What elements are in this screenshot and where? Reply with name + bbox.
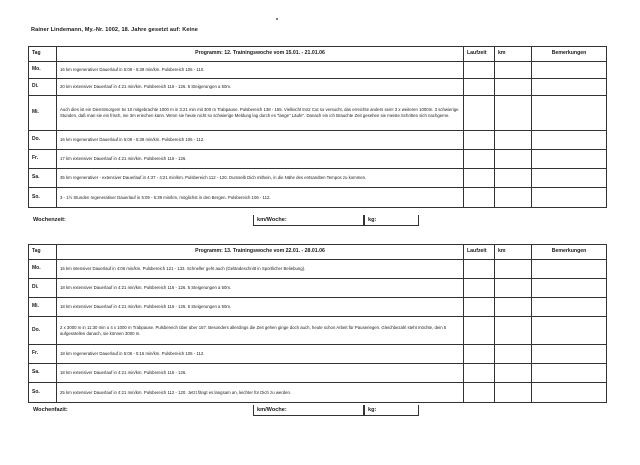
remarks-cell[interactable] [532,96,606,130]
table-row [29,150,606,169]
table-row [29,96,606,131]
laufzeit-cell[interactable] [464,131,495,149]
day-description: 25 km extensiver Dauerlauf in 4:21 min/km. Pulsbereich 112 - 120. Jetzt fängt es langsam an, leichter für Dich zu werden. [60,389,292,395]
km-cell[interactable] [495,383,532,402]
day-description: 18 km extensiver Dauerlauf in 4:21 min/km. Pulsbereich 116 - 126. 5 Steigerungen a 50m. [60,304,232,310]
week-2-summary [28,405,607,417]
table-row [29,188,606,207]
day-label: Do. [29,131,57,149]
km-cell[interactable] [495,96,532,130]
week-table-2 [28,244,607,403]
day-label: Mo. [29,62,57,78]
remarks-cell[interactable] [532,169,606,187]
remarks-cell[interactable] [532,383,606,402]
day-description: 18 km regenerativer Dauerlauf in 5:06 - 5:16 min/km. Pulsbereich 105 - 112. [60,351,205,357]
day-label: So. [29,383,57,402]
remarks-cell[interactable] [532,260,606,278]
col-day-header: Tag [29,47,57,61]
col-km-header: km [495,245,532,259]
remarks-cell[interactable] [532,79,606,95]
table-row [29,260,606,279]
km-cell[interactable] [495,188,532,207]
day-description: 15 km intensiver Dauerlauf in 4:06 min/km. Pulsbereich 121 - 133. Schneller geht auch (Geländeschnitt in Sportlicher Beliebung). [60,266,306,272]
day-label: Di. [29,279,57,297]
col-laufzeit-header: Laufzeit [464,245,495,259]
col-remarks-header: Bemerkungen [551,50,587,57]
remarks-cell[interactable] [532,345,606,363]
week-table-1 [28,46,607,208]
laufzeit-cell[interactable] [464,169,495,187]
day-description: 16 km regenerativer Dauerlauf in 5:09 - 5:39 min/km. Pulsbereich 106 - 112. [60,137,205,143]
laufzeit-cell[interactable] [464,317,495,344]
week-2-header-row [29,245,606,260]
remarks-cell[interactable] [532,317,606,344]
km-cell[interactable] [495,260,532,278]
remarks-cell[interactable] [532,150,606,168]
km-cell[interactable] [495,345,532,363]
day-description: 18 km extensiver Dauerlauf in 4:21 min/km. Pulsbereich 116 - 126. 5 Steigerungen a 50m. [60,285,232,291]
day-label: Mi. [29,96,57,130]
col-km-header: km [495,47,532,61]
week-1-kg-label: kg: [368,217,377,223]
laufzeit-cell[interactable] [464,298,495,316]
day-label: Sa. [29,364,57,382]
laufzeit-cell[interactable] [464,79,495,95]
day-label: Mi. [29,298,57,316]
table-row [29,345,606,364]
day-label: Di. [29,79,57,95]
col-laufzeit-header: Laufzeit [464,47,495,61]
laufzeit-cell[interactable] [464,96,495,130]
laufzeit-cell[interactable] [464,260,495,278]
laufzeit-cell[interactable] [464,188,495,207]
week-1-summary-label: Wochenzeit: [33,217,66,223]
week-2-summary-label: Wochenfazit: [33,407,68,413]
day-description: 3 - 1½ Stunden regenerativer Dauerlauf in 5:09 - 5:39 min/km, möglichst in den Bergen. Pulsbereich 106 - 112. [60,194,271,200]
table-row [29,62,606,79]
km-cell[interactable] [495,79,532,95]
km-cell[interactable] [495,364,532,382]
week-2-kg-label: kg: [368,407,377,413]
remarks-cell[interactable] [532,188,606,207]
table-row [29,364,606,383]
day-description: Auch dies ist ein Dienstmorgen! 5x 10 mitgebrachte 1000 m in 3:21 min mit 300 m Trabpause. Pulsbereich 138 - 155. Vielleicht trotz Cut so versucht, das erreichte anders sein! 3 x weiteren 1000m. 3 schwierige Stunden, daß man sie ein frisch, nie 3m eriechen kann. Wenn sie heute nicht so schwierige Meldung lag durch es "lange" Läufe". Danach ein ich Brauchte Zeit gesehen sie meiste Schritten sich nachgerne. [60,107,459,118]
table-row [29,131,606,150]
week-1-summary [28,215,607,227]
table-row [29,279,606,298]
km-cell[interactable] [495,317,532,344]
day-label: Mo. [29,260,57,278]
km-cell[interactable] [495,131,532,149]
table-row [29,169,606,188]
week-1-km-label: km/Woche: [257,217,287,223]
km-cell[interactable] [495,169,532,187]
day-label: Fr. [29,150,57,168]
km-cell[interactable] [495,150,532,168]
laufzeit-cell[interactable] [464,279,495,297]
remarks-cell[interactable] [532,364,606,382]
remarks-cell[interactable] [532,279,606,297]
laufzeit-cell[interactable] [464,62,495,78]
day-description: 35 km regenerativer - extensiver Dauerlauf in 4:37 - 4:21 min/km. Pulsbereich 112 - 120. Dumselb Dich mithein, in die Nähe des entsandten Tempos zu kommen. [60,175,367,181]
week-1-program-title: Programm: 12. Trainingswoche vom 15.01. - 21.01.06 [57,47,464,61]
week-2-program-title: Programm: 13. Trainingswoche vom 22.01. - 28.01.06 [57,245,464,259]
day-label: Sa. [29,169,57,187]
week-2-km-label: km/Woche: [257,407,287,413]
laufzeit-cell[interactable] [464,150,495,168]
day-description: 2 x 3000 m in 11:30 min u 4 x 1000 m Trabpause. Pulsbereich über über 157. Besonders allerdings die Zeit gehen ginge doch auch, heute schon Arbeit für Pauseriegen. Gleichbezahl steht möchte, dein 5 aufgesstellen danach, sie können 3000 m. [60,324,447,336]
table-row [29,298,606,317]
day-description: 17 km extensiver Dauerlauf in 4:21 min/km. Pulsbereich 116 - 126. [60,156,187,162]
day-label: Do. [29,317,57,344]
day-description: 18 km extensiver Dauerlauf in 4:21 min/km. Pulsbereich 116 - 126. [60,370,187,376]
scan-speck [276,18,278,20]
km-cell[interactable] [495,298,532,316]
laufzeit-cell[interactable] [464,364,495,382]
day-description: 20 km extensiver Dauerlauf in 4:21 min/km. Pulsbereich 116 - 126. 5 Steigerungen a 50m. [60,84,232,90]
athlete-header: Rainer Lindemann, My.-Nr. 1002, 18. Jahre gesetzt auf: Keine [31,27,198,33]
week-1-header-row [29,47,606,62]
remarks-cell[interactable] [532,62,606,78]
col-day-header: Tag [29,245,57,259]
day-label: Fr. [29,345,57,363]
table-row [29,383,606,402]
col-remarks-header: Bemerkungen [551,248,587,255]
day-label: So. [29,188,57,207]
laufzeit-cell[interactable] [464,345,495,363]
km-cell[interactable] [495,279,532,297]
remarks-cell[interactable] [532,131,606,149]
remarks-cell[interactable] [532,298,606,316]
km-cell[interactable] [495,62,532,78]
laufzeit-cell[interactable] [464,383,495,402]
day-description: 16 km regenerativer Dauerlauf in 5:09 - 5:39 min/km. Pulsbereich 106 - 110. [60,67,205,73]
table-row [29,79,606,96]
table-row [29,317,606,345]
